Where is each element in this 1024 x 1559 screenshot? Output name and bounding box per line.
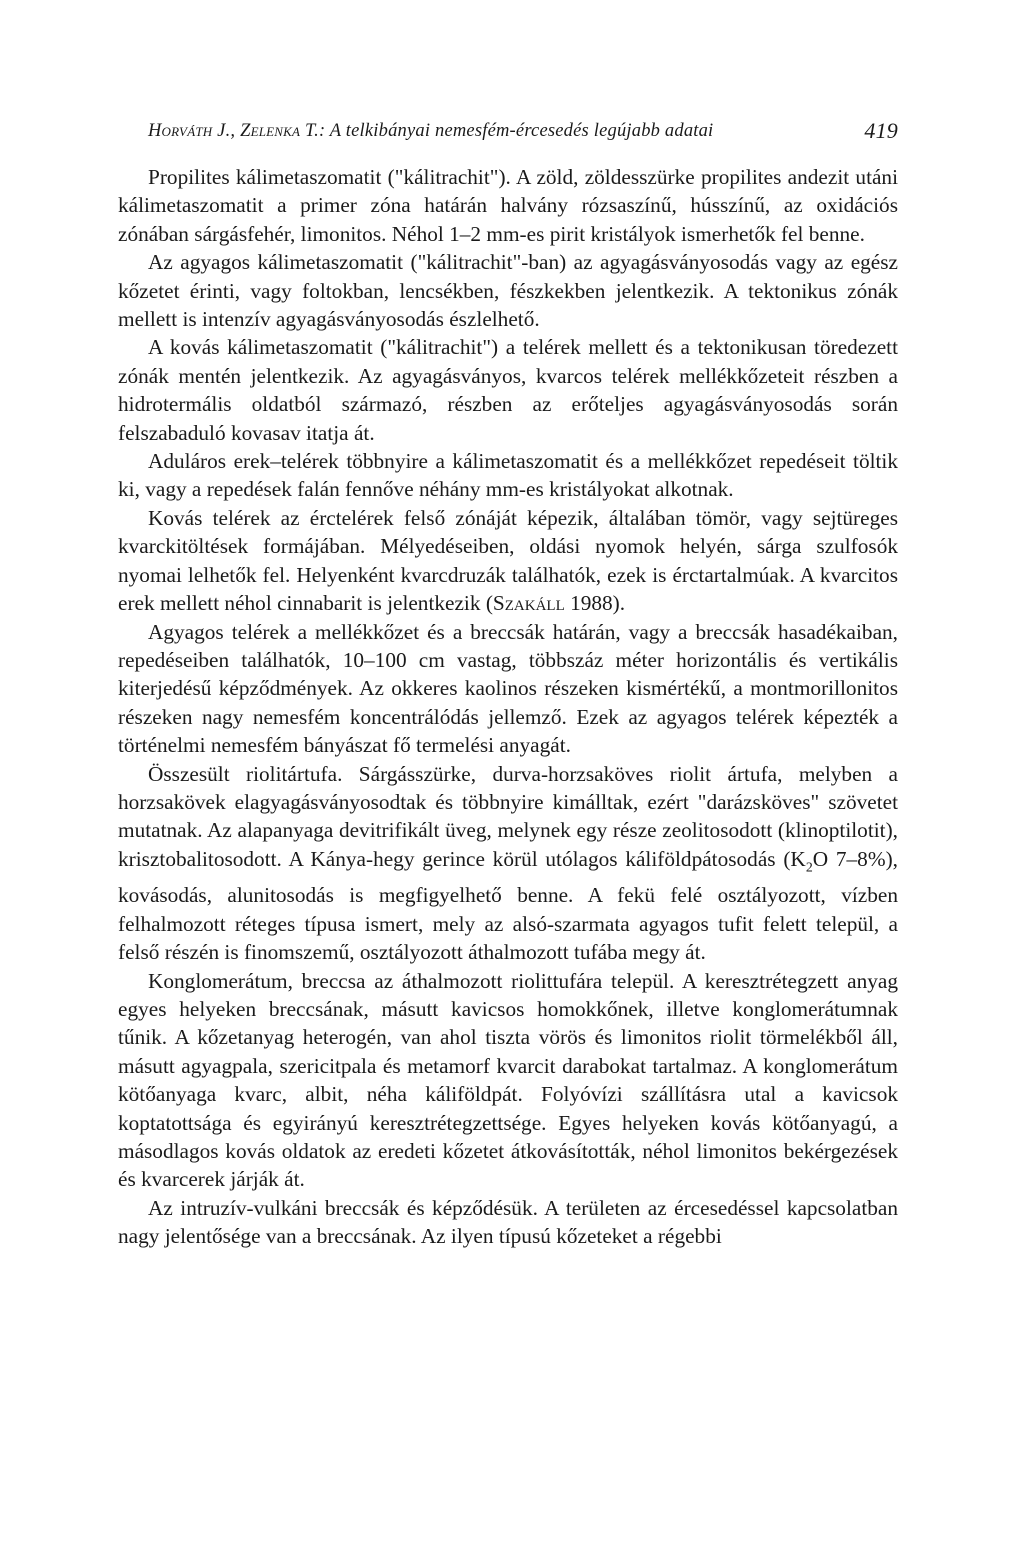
- paragraph-kovas-telerek: Kovás telérek az érctelérek felső zónáját képezik, általában tömör, vagy sejtüreges kvarckitöltések formájában. Mélyedéseiben, oldási nyomok helyén, sárga szulfosók nyomai lelhetők fel. Helyenként kvarcdruzák találhatók, ezek is érctartalmúak. A kvarcitos erek mellett néhol cinnabarit is jelentkezik (Szakáll 1988).: [118, 505, 898, 616]
- paragraph-propilites: Propilites kálimetaszomatit ("kálitrachit"). A zöld, zöldesszürke propilites andezit utáni kálimetaszomatit a primer zóna határán halvány rózsaszínű, hússzínű, az oxidációs zónában sárgásfehér, limonitos. Néhol 1–2 mm-es pirit kristályok ismerhetők fel benne.: [118, 165, 898, 246]
- title-separator: :: [318, 121, 330, 141]
- paragraph-kovas-kalimetaszomatit: A kovás kálimetaszomatit ("kálitrachit") a telérek mellett és a tektonikusan töredezett zónák mentén jelentkezik. Az agyagásványos, kvarcos telérek mellékkőzeteit részben a hidrotermális oldatból származó, részben az erőteljes agyagásványosodás során felszabaduló kovasav itatja át.: [118, 335, 898, 445]
- running-title: [148, 121, 713, 142]
- paragraph-adularos-erek: Aduláros erek–telérek többnyire a kálimetaszomatit és a mellékkőzet repedéseit töltik ki, vagy a repedések falán fennőve néhány mm-es kristályokat alkotnak.: [118, 449, 898, 502]
- body-text: [118, 163, 898, 1251]
- paragraph-intruziv-vulkani-breccsak: Az intruzív-vulkáni breccsák és képződésük. A területen az ércesedéssel kapcsolatban nagy jelentősége van a breccsának. Az ilyen típusú kőzeteket a régebbi: [118, 1195, 898, 1249]
- author-2: Zelenka T.: [240, 121, 319, 141]
- paragraph-osszesult-riolitartufa: Összesült riolitártufa. Sárgásszürke, durva-horzsaköves riolit ártufa, melyben a horzsakövek elagyagásványosodtak és többnyire kimálltak, ezért "darázsköves" szövetet mutatnak. Az alapanyaga devitrifikált üveg, melynek egy része zeolitosodott (klinoptilotit), krisztobalitosodott. A Kánya-hegy gerince körül utólagos káliföldpátosodás ($K_2O$ 7–8%), kovásodás, alunitosodás is megfigyelhető benne. A fekü felé osztályozott, vízben felhalmozott réteges típusa ismert, mely az alsó-szarmata agyagos tufit felett települ, a felső részén is finomszemű, osztályozott áthalmozott tufába megy át.: [118, 761, 898, 965]
- paragraph-agyagos-telerek: Agyagos telérek a mellékkőzet és a breccsák határán, vagy a breccsák hasadékaiban, repedéseiben találhatók, 10–100 cm vastag, többszáz méter horizontális és vertikális kiterjedésű képződmények. Az okkeres kaolinos részeken kismértékű, a montmorillonitos részeken nagy nemesfém koncentrálódás jellemző. Ezek az agyagos telérek képezték a történelmi nemesfém bányászat fő termelési anyagát.: [118, 619, 898, 758]
- paragraph-konglomeratum: Konglomerátum, breccsa az áthalmozott riolittufára települ. A keresztrétegzett anyag egyes helyeken breccsának, másutt kavicsos homokkőnek, illetve konglomerátumnak tűnik. A kőzetanyag heterogén, van ahol tiszta vörös és limonitos riolit törmelékből áll, másutt agyagpala, szericitpala és metamorf kvarcit darabokat tartalmaz. A konglomerátum kötőanyaga kvarc, albit, néha káliföldpát. Folyóvízi szállításra utal a kavicsok koptatottsága és egyirányú keresztrétegzettsége. Egyes helyeken kovás kötőanyagú, a másodlagos kovás oldatok az eredeti kőzetet átkovásították, néhol limonitos bekérgezések és kvarcerek járják át.: [118, 968, 898, 1192]
- paragraph-agyagos-kalimetaszomatit: Az agyagos kálimetaszomatit ("kálitrachit"-ban) az agyagásványosodás vagy az egész kőzetet érinti, vagy foltokban, lencsékben, fészkekben jelentkezik. A tektonikus zónák mellett is intenzív agyagásványosodás észlelhető.: [118, 250, 898, 332]
- author-1: Horváth J.: [148, 121, 231, 141]
- page-number: 419: [864, 118, 898, 143]
- article-title: A telkibányai nemesfém-ércesedés legújabb adatai: [329, 121, 714, 141]
- author-separator: ,: [230, 121, 241, 141]
- running-header: [118, 118, 898, 158]
- document-page: [118, 118, 898, 1249]
